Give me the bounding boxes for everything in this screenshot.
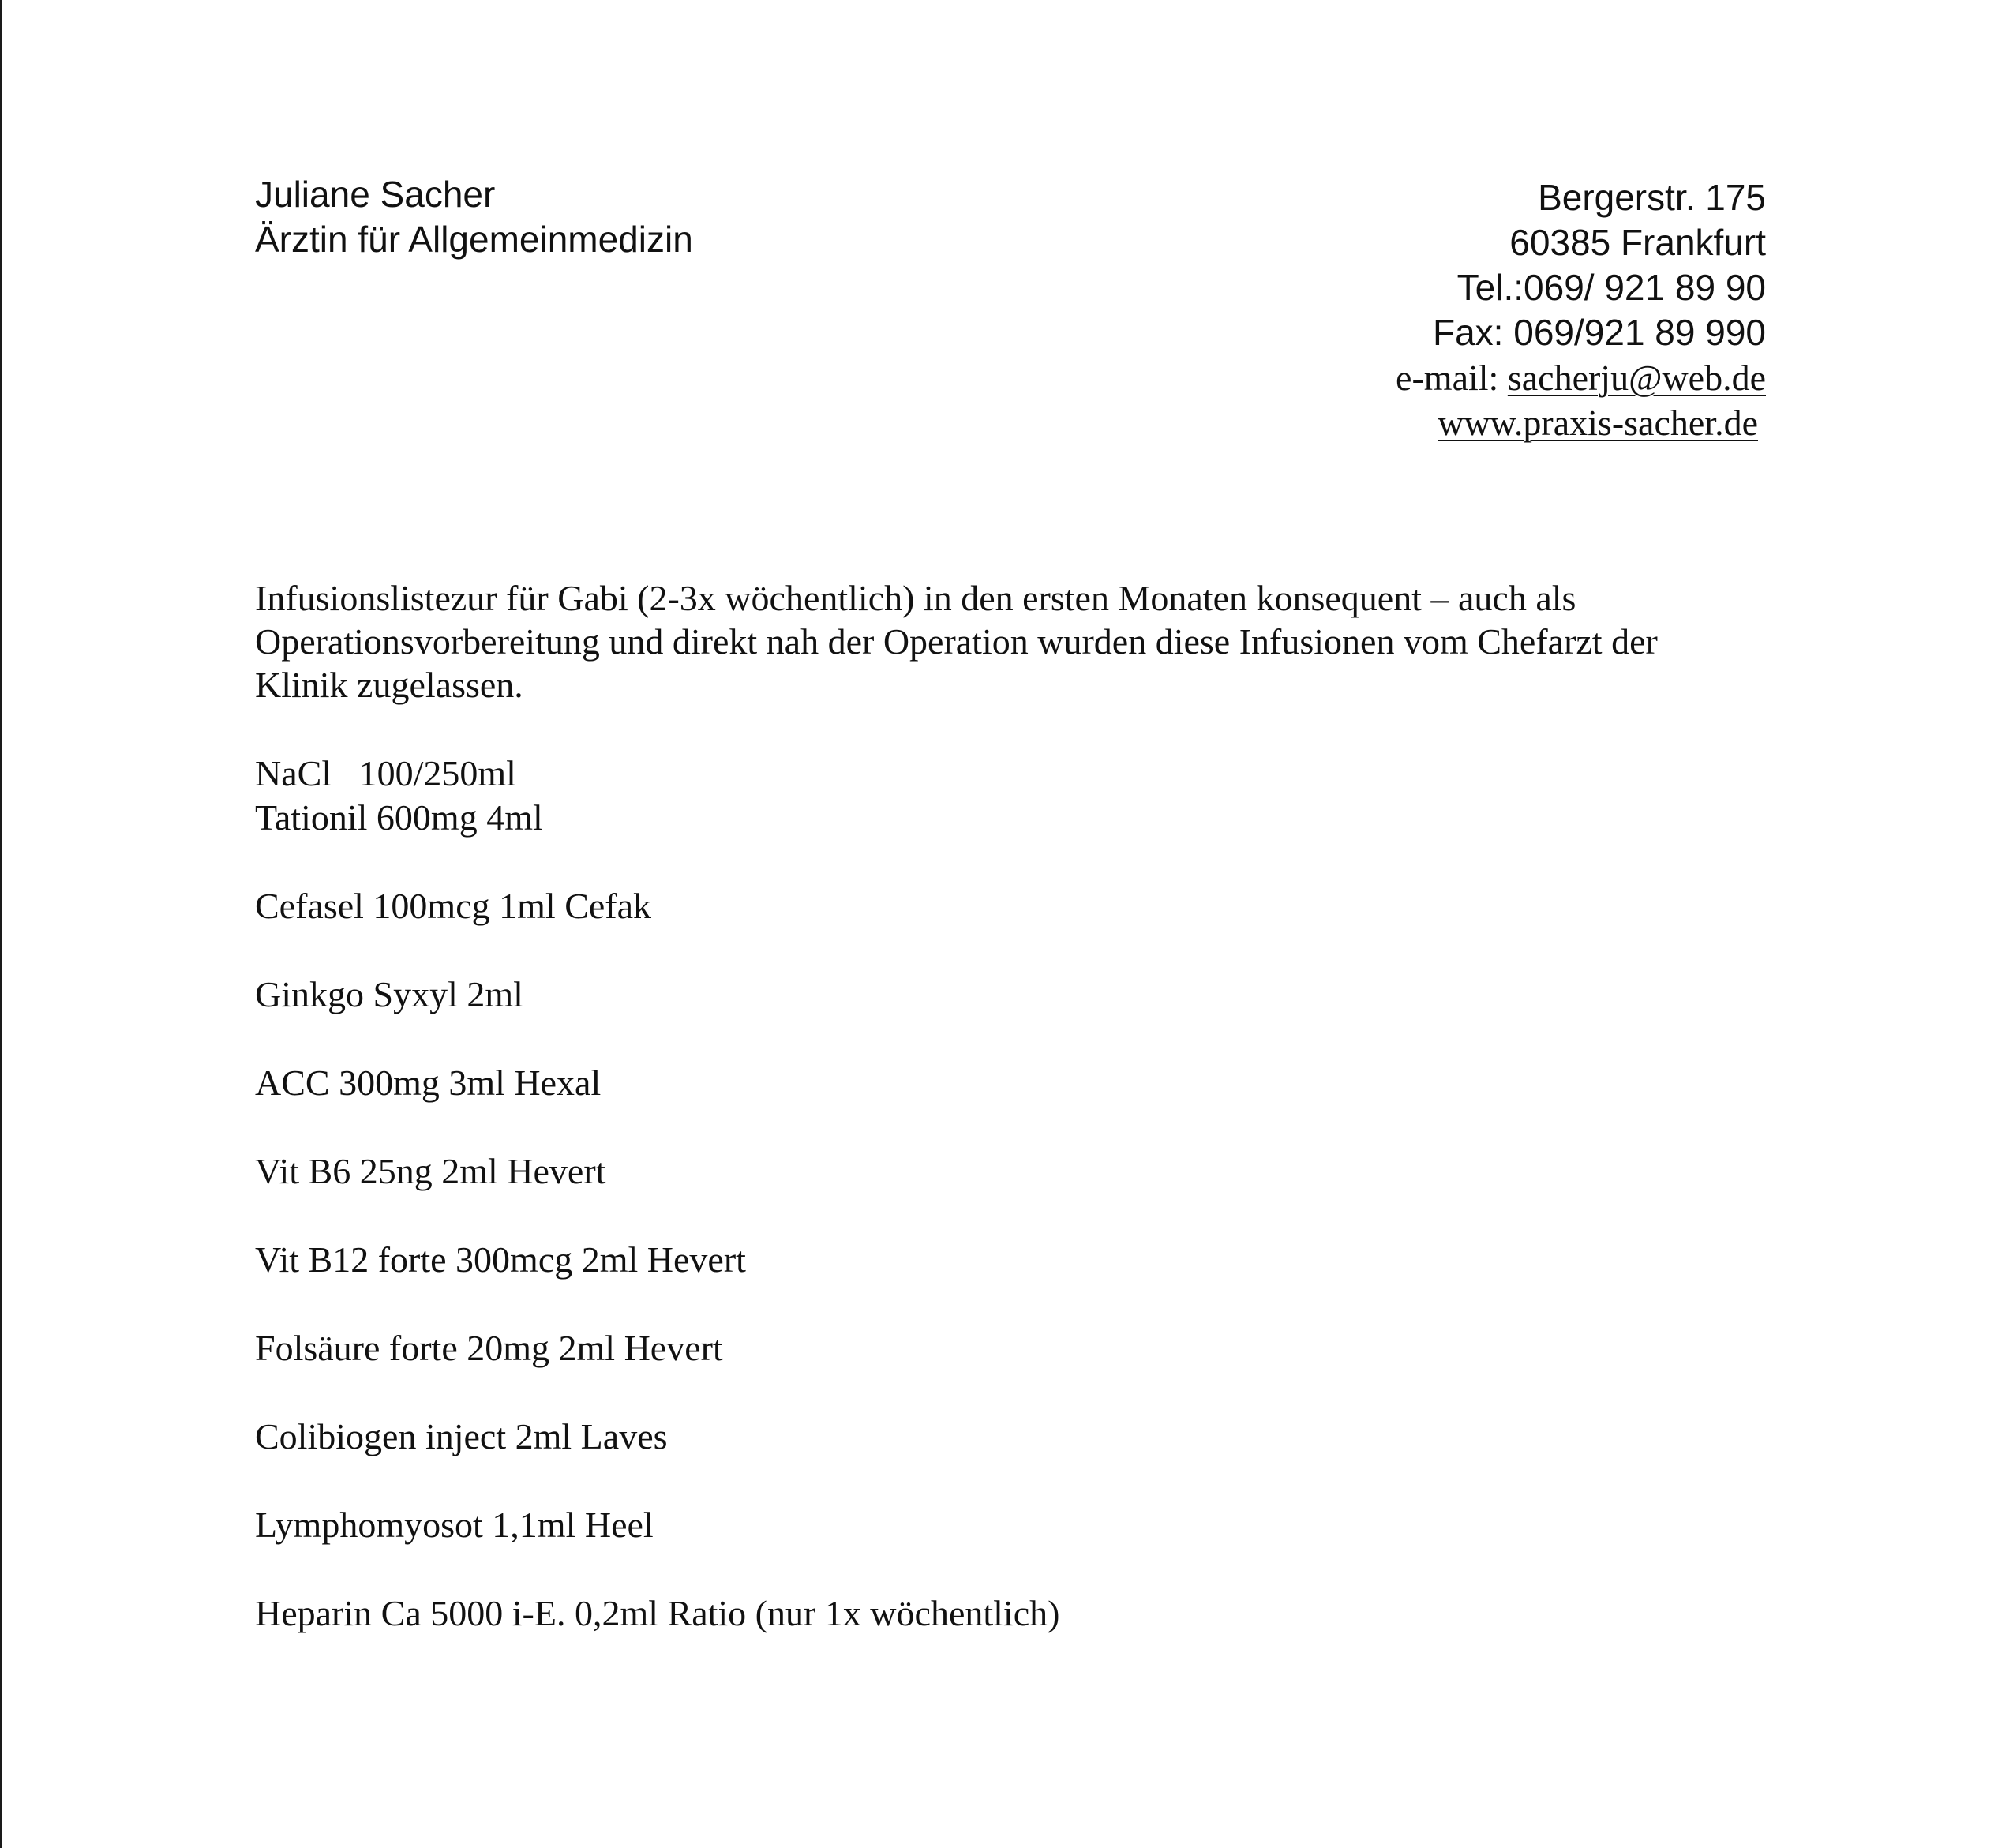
page-edge-line xyxy=(0,0,2,1848)
medication-item: Vit B12 forte 300mcg 2ml Hevert xyxy=(255,1239,746,1280)
sender-block xyxy=(255,172,693,262)
medication-item: Ginkgo Syxyl 2ml xyxy=(255,974,523,1014)
website-line xyxy=(1396,400,1766,445)
address-block xyxy=(1396,175,1766,445)
address-city: 60385 Frankfurt xyxy=(1509,222,1766,263)
email-label: e-mail: xyxy=(1396,358,1508,398)
intro-line: Infusionslistezur für Gabi (2-3x wöchentlich) in den ersten Monaten konsequent – auch als xyxy=(255,578,1576,618)
website-link[interactable]: www.praxis-sacher.de xyxy=(1438,403,1758,443)
medication-item: Cefasel 100mcg 1ml Cefak xyxy=(255,886,652,926)
address-street: Bergerstr. 175 xyxy=(1538,177,1766,218)
medication-item: ACC 300mg 3ml Hexal xyxy=(255,1063,602,1103)
sender-name: Juliane Sacher xyxy=(255,174,496,215)
medication-item: NaCl 100/250ml xyxy=(255,753,516,793)
sender-title: Ärztin für Allgemeinmedizin xyxy=(255,219,693,260)
fax-number: Fax: 069/921 89 990 xyxy=(1433,312,1766,353)
phone-number: Tel.:069/ 921 89 90 xyxy=(1456,267,1766,308)
email-line xyxy=(1396,355,1766,400)
medication-item: Vit B6 25ng 2ml Hevert xyxy=(255,1151,606,1191)
intro-line: Klinik zugelassen. xyxy=(255,665,523,705)
medication-list xyxy=(255,752,1059,1636)
medication-item: Heparin Ca 5000 i-E. 0,2ml Ratio (nur 1x wöchentlich) xyxy=(255,1593,1060,1633)
email-link[interactable]: sacherju@web.de xyxy=(1507,358,1766,398)
medication-item: Colibiogen inject 2ml Laves xyxy=(255,1416,668,1456)
medication-item: Lymphomyosot 1,1ml Heel xyxy=(255,1505,654,1545)
medication-item: Folsäure forte 20mg 2ml Hevert xyxy=(255,1328,723,1368)
intro-line: Operationsvorbereitung und direkt nah der Operation wurden diese Infusionen vom Chefarzt der xyxy=(255,621,1658,662)
medication-item: Tationil 600mg 4ml xyxy=(255,797,543,838)
intro-paragraph xyxy=(255,576,1779,707)
